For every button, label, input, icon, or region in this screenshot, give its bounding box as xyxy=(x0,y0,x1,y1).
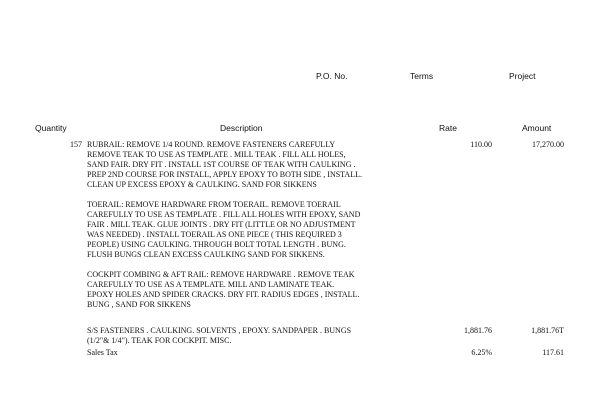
sales-tax-amount: 117.61 xyxy=(542,348,564,357)
rate-column-header: Rate xyxy=(439,123,457,133)
project-label: Project xyxy=(509,71,536,81)
quantity-column-header: Quantity xyxy=(35,123,67,133)
sales-tax-rate: 6.25% xyxy=(471,348,492,357)
terms-label: Terms xyxy=(410,71,434,81)
item-description: S/S FASTENERS . CAULKING. SOLVENTS , EPOXY. SANDPAPER . BUNGS (1/2"& 1/4"). TEAK FOR COCKPIT. MISC. xyxy=(87,326,352,345)
item-quantity: 157 xyxy=(70,140,82,149)
amount-column-header: Amount xyxy=(522,123,552,133)
po-number-label: P.O. No. xyxy=(316,71,348,81)
item-amount: 17,270.00 xyxy=(532,140,564,149)
item-rate: 110.00 xyxy=(470,140,492,149)
item-description: RUBRAIL: REMOVE 1/4 ROUND. REMOVE FASTENERS CAREFULLY REMOVE TEAK TO USE AS TEMPLATE . MILL TEAK . FILL ALL HOLES, SAND FAIR. DRY FIT . INSTALL 1ST COURSE OF TEAK WITH CAULKING . PREP 2ND COURSE FOR INSTALL, APPLY EPOXY TO BOTH SIDE , INSTALL. CLEAN UP EXCESS EPOXY & CAULKING. SAND FOR SIKKENS TOERAIL: REMOVE HARDWARE FROM TOERAIL. REMOVE TOERAIL CAREFULLY TO USE AS TEMPLATE . FILL ALL HOLES WITH EPOXY, SAND FAIR . MILL TEAK. GLUE JOINTS . DRY FIT (LITTLE OR NO ADJUSTMENT WAS NEEDED) . INSTALL TOERAIL AS ONE PIECE ( THIS REQUIRED 3 PEOPLE) USING CAULKING. THROUGH BOLT TOTAL LENGTH . BUNG. FLUSH BUNGS CLEAN EXCESS CAULKING SAND FOR SIKKENS. COCKPIT COMBING & AFT RAIL: REMOVE HARDWARE . REMOVE TEAK CAREFULLY TO USE AS A TEMPLATE. MILL AND LAMINATE TEAK. EPOXY HOLES AND SPIDER CRACKS. DRY FIT. RADIUS EDGES , INSTALL. BUNG , SAND FOR SIKKENS xyxy=(87,140,362,309)
sales-tax-label: Sales Tax xyxy=(87,348,118,357)
item-amount: 1,881.76T xyxy=(531,326,564,335)
item-rate: 1,881.76 xyxy=(464,326,492,335)
description-column-header: Description xyxy=(220,123,263,133)
